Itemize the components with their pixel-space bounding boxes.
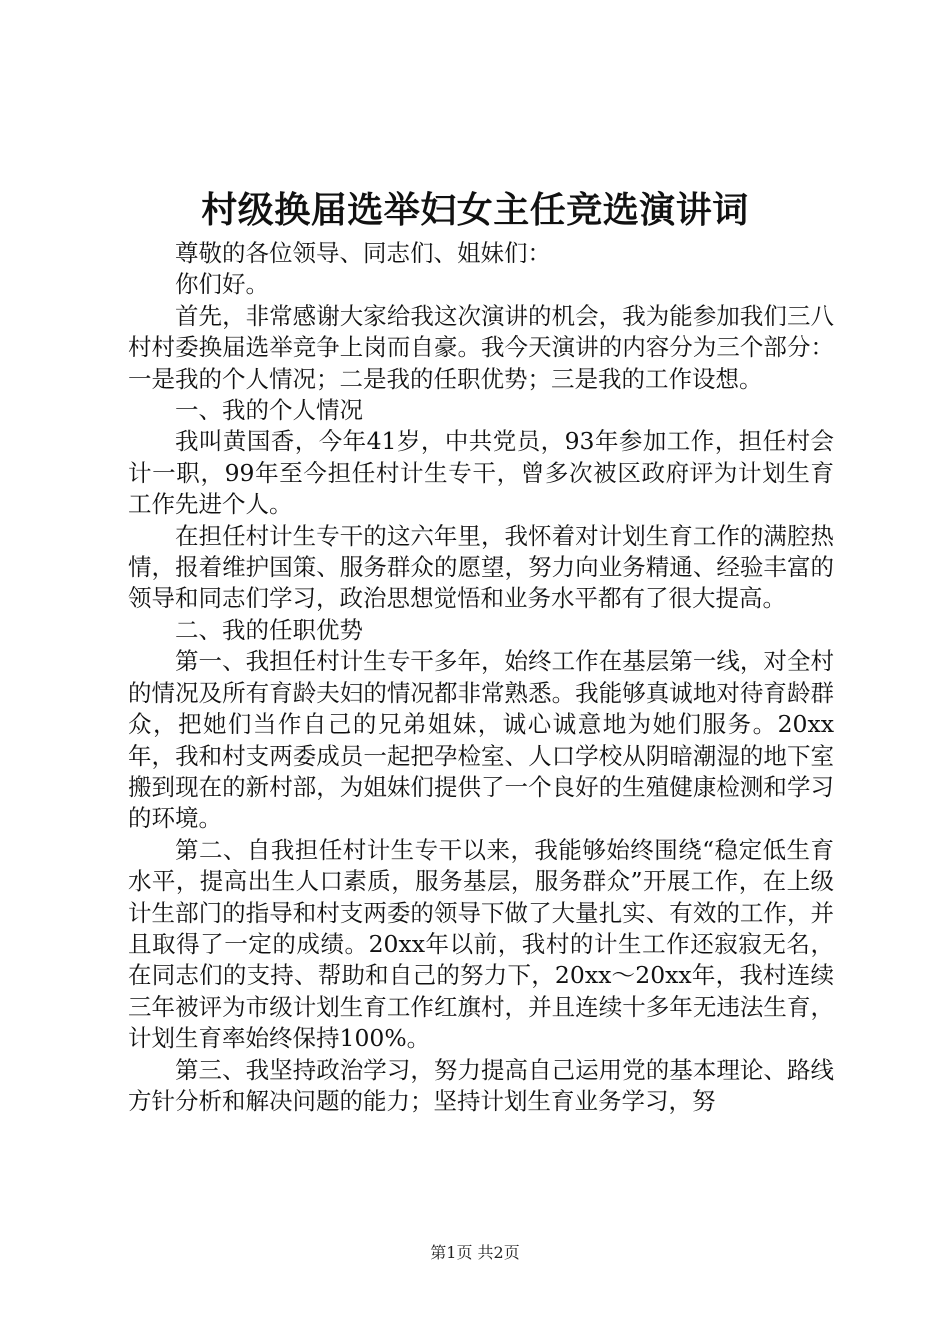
paragraph-intro: 首先，非常感谢大家给我这次演讲的机会，我为能参加我们三八村村委换届选举竞争上岗而自豪。我今天演讲的内容分为三个部分：一是我的个人情况；二是我的任职优势；三是我的工作设想。 <box>128 301 834 393</box>
paragraph-personal-info: 我叫黄国香，今年41岁，中共党员，93年参加工作，担任村会计一职，99年至今担任村计生专干，曾多次被区政府评为计划生育工作先进个人。 <box>128 427 834 519</box>
document-body <box>128 238 834 1117</box>
paragraph-salutation: 尊敬的各位领导、同志们、姐妹们： <box>175 239 551 267</box>
paragraph-experience: 在担任村计生专干的这六年里，我怀着对计划生育工作的满腔热情，报着维护国策、服务群众的愿望，努力向业务精通、经验丰富的领导和同志们学习，政治思想觉悟和业务水平都有了很大提高。 <box>128 521 834 613</box>
section-heading-personal: 一、我的个人情况 <box>175 396 363 425</box>
paragraph-advantage-second: 第二、自我担任村计生专干以来，我能够始终围绕“稳定低生育水平，提高出生人口素质，服务基层，服务群众”开展工作，在上级计生部门的指导和村支两委的领导下做了大量扎实、有效的工作，并且取得了一定的成绩。20xx年以前，我村的计生工作还寂寂无名，在同志们的支持、帮助和自己的努力下，20xx～20xx年，我村连续三年被评为市级计划生育工作红旗村，并且连续十多年无违法生育，计划生育率始终保持100%。 <box>128 835 834 1053</box>
page-number-footer: 第1页 共2页 <box>430 1243 520 1262</box>
paragraph-greeting: 你们好。 <box>175 270 269 299</box>
paragraph-advantage-third: 第三、我坚持政治学习，努力提高自己运用党的基本理论、路线方针分析和解决问题的能力；坚持计划生育业务学习，努 <box>128 1055 834 1115</box>
document-title: 村级换届选举妇女主任竞选演讲词 <box>201 189 749 231</box>
section-heading-advantages: 二、我的任职优势 <box>175 615 363 644</box>
paragraph-advantage-first: 第一、我担任村计生专干多年，始终工作在基层第一线，对全村的情况及所有育龄夫妇的情况都非常熟悉。我能够真诚地对待育龄群众，把她们当作自己的兄弟姐妹，诚心诚意地为她们服务。20xx年，我和村支两委成员一起把孕检室、人口学校从阴暗潮湿的地下室搬到现在的新村部，为姐妹们提供了一个良好的生殖健康检测和学习的环境。 <box>128 647 834 833</box>
